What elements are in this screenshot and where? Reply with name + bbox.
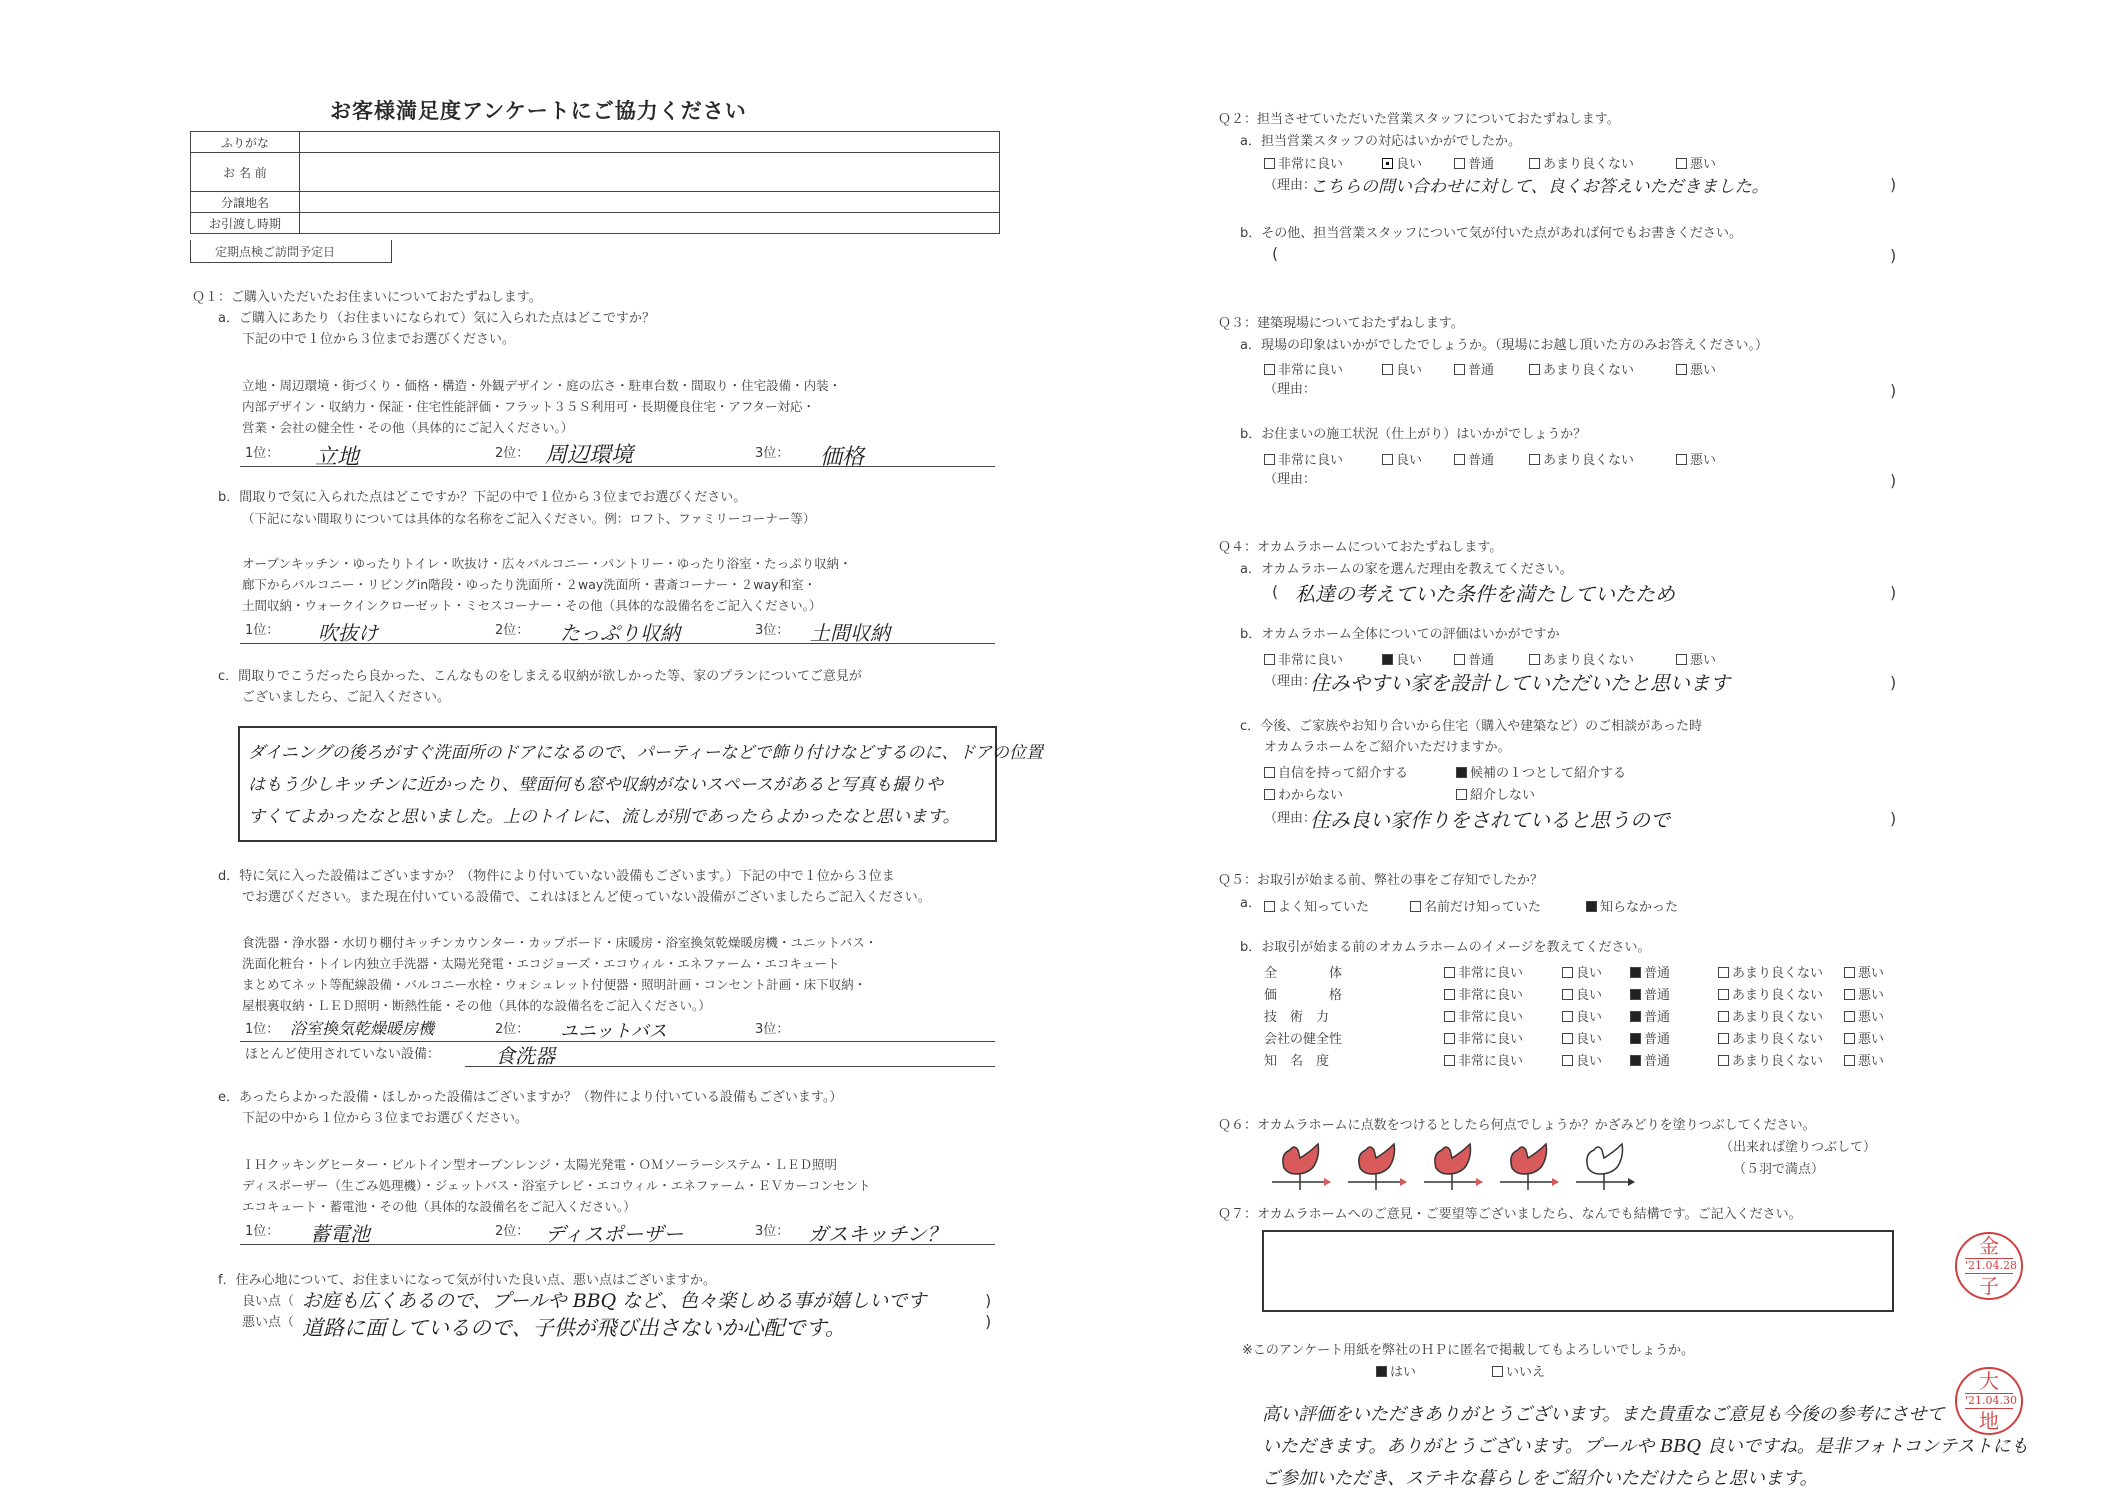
q7-heading: Ｑ７：オカムラホームへのご意見・ご要望等ございましたら、なんでも結構です。ご記入ください。 <box>1218 1207 1802 1222</box>
q2a-question: a．担当営業スタッフの対応はいかがでしたか。 <box>1240 134 1521 149</box>
q5-heading: Ｑ５：お取引が始まる前、弊社の事をご存知でしたか？ <box>1218 873 1544 888</box>
q1d-question-2: でお選びください。また現在付いている設備で、これはほとんど使っていない設備がございましたらご記入ください。 <box>242 890 931 905</box>
furigana-label: ふりがな <box>191 132 300 153</box>
q1a-rank1-answer[interactable]: 立地 <box>315 445 360 470</box>
q1d-rank1-answer[interactable]: 浴室換気乾燥暖房機 <box>290 1019 435 1038</box>
q5b-checkbox[interactable] <box>1718 1055 1729 1066</box>
q5b-option <box>1630 962 1670 981</box>
q5b-option <box>1562 984 1602 1003</box>
delivery-label: お引渡し時期 <box>191 213 300 234</box>
q6-weathercocks <box>1270 1138 1670 1192</box>
q5b-option-label: あまり良くない <box>1732 1010 1824 1025</box>
q5b-option <box>1630 1028 1670 1047</box>
q5b-checkbox[interactable] <box>1444 989 1455 1000</box>
q5b-checkbox[interactable] <box>1718 967 1729 978</box>
q5a-cb-1[interactable] <box>1410 901 1421 912</box>
q1f-question: f．住み心地について、お住まいになって気が付いた良い点、悪い点はございますか。 <box>218 1273 717 1288</box>
q1d-rank2-label: 2位： <box>495 1022 530 1037</box>
q1b-options-2: 廊下からバルコニー・リビングin階段・ゆったり洗面所・２way洗面所・書斎コーナー・２way和室・ <box>242 577 817 592</box>
q1a-options-2: 内部デザイン・収納力・保証・住宅性能評価・フラット３５Ｓ利用可・長期優良住宅・アフター対応・ <box>242 399 816 414</box>
q5b-option-label: 普通 <box>1644 988 1671 1003</box>
q3b-reason-close: ) <box>1890 471 1897 490</box>
q5b-checkbox[interactable] <box>1844 989 1855 1000</box>
q1a-rank2-answer[interactable]: 周辺環境 <box>545 443 634 468</box>
q5b-option-label: 悪い <box>1858 966 1885 981</box>
q5a-prefix: a． <box>1240 896 1261 911</box>
reply-line-1: 高い評価をいただきありがとうございます。また貴重なご意見も今後の参考にさせて <box>1262 1404 1945 1425</box>
q3a-reason-label: （理由： <box>1264 382 1317 397</box>
q1f-bad-close: ) <box>985 1312 992 1331</box>
q5b-checkbox[interactable] <box>1630 1033 1641 1044</box>
q4c-cb-1[interactable] <box>1456 767 1467 778</box>
q1d-unused-label: ほとんど使用されていない設備： <box>245 1047 441 1062</box>
q2a-cb-1[interactable] <box>1382 158 1393 169</box>
q5b-option <box>1562 962 1602 981</box>
stamp-1-bottom: 子 <box>1979 1274 1999 1298</box>
q5b-question: b．お取引が始まる前のオカムラホームのイメージを教えてください。 <box>1240 940 1651 955</box>
name-label: お 名 前 <box>191 153 300 192</box>
q5b-option <box>1718 1050 1823 1069</box>
q7-answer-box[interactable] <box>1262 1230 1894 1312</box>
q2b-open: ( <box>1272 244 1279 263</box>
q5b-option <box>1630 1006 1670 1025</box>
q1e-rank2-answer[interactable]: ディスポーザー <box>545 1222 684 1246</box>
q1d-unused-underline <box>465 1066 995 1067</box>
q5b-option-label: 悪い <box>1858 1054 1885 1069</box>
q2a-cb-3[interactable] <box>1529 158 1540 169</box>
q4b-reason-label: （理由： <box>1264 674 1317 689</box>
q5b-option-label: 普通 <box>1644 1054 1671 1069</box>
q4a-question: a．オカムラホームの家を選んだ理由を教えてください。 <box>1240 562 1573 577</box>
q5b-option-label: あまり良くない <box>1732 1032 1824 1047</box>
q5b-option-label: あまり良くない <box>1732 1054 1824 1069</box>
customer-header-table <box>190 131 1000 234</box>
q5b-checkbox[interactable] <box>1718 1011 1729 1022</box>
q1c-answer-line-2: はもう少しキッチンに近かったり、壁面何も窓や収納がないスペースがあると写真も撮りや <box>248 775 943 795</box>
q1d-rank1-label: 1位： <box>245 1022 280 1037</box>
q5b-option-label: 非常に良い <box>1458 1032 1524 1047</box>
q5b-option <box>1844 984 1884 1003</box>
q1d-options-3: まとめてネット等配線設備・バルコニー水栓・ウォシュレット付便器・照明計画・コンセント計画・床下収納・ <box>242 977 867 992</box>
q5b-checkbox[interactable] <box>1562 1055 1573 1066</box>
q6-note-1: （出来れば塗りつぶして） <box>1720 1140 1877 1155</box>
q5b-checkbox[interactable] <box>1630 1011 1641 1022</box>
q1e-underline <box>240 1244 995 1245</box>
q1b-rank3-answer[interactable]: 土間収納 <box>810 621 890 645</box>
q3a-cb-1[interactable] <box>1382 364 1393 375</box>
q5b-option-label: 良い <box>1576 1054 1603 1069</box>
stamp-1-date: '21.04.28 <box>1965 1259 2018 1272</box>
weathercock-icon[interactable] <box>1346 1138 1408 1192</box>
q2a-reason-close: ) <box>1890 175 1897 194</box>
q5b-checkbox[interactable] <box>1562 1011 1573 1022</box>
q3a-question: a．現場の印象はいかがでしたでしょうか。（現場にお越し頂いた方のみお答えください。） <box>1240 338 1768 353</box>
q5b-checkbox[interactable] <box>1630 989 1641 1000</box>
q1e-rank3-label: 3位： <box>755 1224 790 1239</box>
q3b-cb-0[interactable] <box>1264 454 1275 465</box>
q1e-options-3: エコキュート・蓄電池・その他（具体的な設備名をご記入ください。） <box>242 1199 636 1214</box>
q3b-reason-label: （理由： <box>1264 472 1317 487</box>
q5b-option <box>1562 1050 1602 1069</box>
q1c-answer-line-1: ダイニングの後ろがすぐ洗面所のドアになるので、パーティーなどで飾り付けなどするのに、ドアの位置 <box>248 743 1043 763</box>
q2a-reason-answer[interactable]: こちらの問い合わせに対して、良くお答えいただきました。 <box>1310 177 1769 197</box>
weathercock-icon[interactable] <box>1270 1138 1332 1192</box>
q1d-rank2-answer[interactable]: ユニットバス <box>560 1021 667 1042</box>
approval-stamp-daichi <box>1955 1367 2023 1435</box>
q2a-cb-0[interactable] <box>1264 158 1275 169</box>
q4c-cb-2[interactable] <box>1264 789 1275 800</box>
inspection-label: 定期点検ご訪問予定日 <box>215 245 336 259</box>
q1f-good-label: 良い点（ <box>242 1294 295 1309</box>
q1a-underline <box>240 466 995 467</box>
q3a-cb-0[interactable] <box>1264 364 1275 375</box>
q1e-options-2: ディスポーザー（生ごみ処理機）・ジェットバス・浴室テレビ・エコウィル・エネファーム・ＥＶカーコンセント <box>242 1178 871 1193</box>
q5b-checkbox[interactable] <box>1844 1011 1855 1022</box>
q5b-option-label: 良い <box>1576 1010 1603 1025</box>
q5b-option-label: 悪い <box>1858 1032 1885 1047</box>
weathercock-icon[interactable] <box>1498 1138 1560 1192</box>
approval-stamp-kaneko <box>1955 1232 2023 1300</box>
q1a-rank2-label: 2位： <box>495 446 530 461</box>
q1a-question: a．ご購入にあたり（お住まいになられて）気に入られた点はどこですか？ <box>218 311 655 326</box>
q5b-checkbox[interactable] <box>1444 1033 1455 1044</box>
q1c-question-1: c．間取りでこうだったら良かった、こんなものをしまえる収納が欲しかった等、家のプランについてご意見が <box>218 669 862 684</box>
q5b-checkbox[interactable] <box>1562 967 1573 978</box>
q4c-question-2: オカムラホームをご紹介いただけますか。 <box>1264 740 1511 755</box>
weathercock-icon[interactable] <box>1422 1138 1484 1192</box>
q1c-question-2: ございましたら、ご記入ください。 <box>242 690 451 705</box>
q5b-option-label: 良い <box>1576 1032 1603 1047</box>
q1e-options-1: ＩＨクッキングヒーター・ビルトイン型オーブンレンジ・太陽光発電・ＯＭソーラーシステム・ＬＥＤ照明 <box>242 1157 837 1172</box>
q5b-option <box>1444 1028 1523 1047</box>
q1f-bad-label: 悪い点（ <box>242 1315 295 1330</box>
stamp-2-top: 大 <box>1979 1369 1999 1393</box>
q5b-option <box>1718 984 1823 1003</box>
reply-line-2: いただきます。ありがとうございます。プールや BBQ 良いですね。是非フォトコンテストにも <box>1262 1436 2029 1457</box>
q4b-cb-2[interactable] <box>1454 654 1465 665</box>
q5b-option <box>1718 1006 1823 1025</box>
q5b-checkbox[interactable] <box>1444 967 1455 978</box>
q5b-option-label: 非常に良い <box>1458 988 1524 1003</box>
q5b-checkbox[interactable] <box>1844 1055 1855 1066</box>
q5b-row-label: 技 術 力 <box>1264 1010 1330 1025</box>
q1e-question: e．あったらよかった設備・ほしかった設備はございますか？（物件により付いている設備もございます。） <box>218 1090 843 1105</box>
consent-no-checkbox[interactable] <box>1492 1366 1503 1377</box>
q1b-underline <box>240 643 995 644</box>
q5b-checkbox[interactable] <box>1718 1033 1729 1044</box>
q4c-reason-close: ) <box>1890 809 1897 828</box>
q3a-cb-3[interactable] <box>1529 364 1540 375</box>
q4a-answer[interactable]: 私達の考えていた条件を満たしていたため <box>1295 582 1675 606</box>
consent-question: ※このアンケート用紙を弊社のＨＰに匿名で掲載してもよろしいでしょうか。 <box>1242 1343 1695 1358</box>
q1b-options-3: 土間収納・ウォークインクローゼット・ミセスコーナー・その他（具体的な設備名をご記入ください。） <box>242 598 822 613</box>
q5b-option-label: 普通 <box>1644 1010 1671 1025</box>
consent-yes-checkbox[interactable] <box>1376 1366 1387 1377</box>
q5b-checkbox[interactable] <box>1630 1055 1641 1066</box>
q5b-option <box>1718 1028 1823 1047</box>
q1b-instruction: （下記にない間取りについては具体的な名称をご記入ください。例：ロフト、ファミリーコーナー等） <box>242 511 816 526</box>
q5b-row-label: 価 格 <box>1264 988 1343 1003</box>
q2a-reason-label: （理由： <box>1264 178 1317 193</box>
q5b-checkbox[interactable] <box>1718 989 1729 1000</box>
q1f-good-close: ) <box>985 1291 992 1310</box>
q2a-cb-2[interactable] <box>1454 158 1465 169</box>
q5b-option-label: 悪い <box>1858 988 1885 1003</box>
reply-line-3: ご参加いただき、ステキな暮らしをご紹介いただけたらと思います。 <box>1262 1468 1818 1489</box>
q1d-options-4: 屋根裏収納・ＬＥＤ照明・断熱性能・その他（具体的な設備名をご記入ください。） <box>242 998 711 1013</box>
q5b-option <box>1718 962 1823 981</box>
q1d-unused-answer[interactable]: 食洗器 <box>495 1044 555 1068</box>
q1a-options-3: 営業・会社の健全性・その他（具体的にご記入ください。） <box>242 420 574 435</box>
q3a-cb-4[interactable] <box>1676 364 1687 375</box>
q4c-cb-0[interactable] <box>1264 767 1275 778</box>
q1b-rank1-answer[interactable]: 吹抜け <box>318 621 378 645</box>
q1b-options-1: オープンキッチン・ゆったりトイレ・吹抜け・広々バルコニー・パントリー・ゆったり浴室・たっぷり収納・ <box>242 556 852 571</box>
inspection-cell <box>190 240 392 263</box>
q3b-cb-4[interactable] <box>1676 454 1687 465</box>
q1d-underline <box>240 1041 995 1042</box>
q2-heading: Ｑ２：担当させていただいた営業スタッフについておたずねします。 <box>1218 112 1620 127</box>
q5b-option-label: あまり良くない <box>1732 966 1824 981</box>
lot-field[interactable] <box>300 192 1000 213</box>
q1e-instruction: 下記の中から１位から３位までお選びください。 <box>242 1111 529 1126</box>
q3a-cb-2[interactable] <box>1454 364 1465 375</box>
q1e-rank1-label: 1位： <box>245 1224 280 1239</box>
q5b-option <box>1844 1028 1884 1047</box>
q5b-option <box>1562 1028 1602 1047</box>
q4b-cb-3[interactable] <box>1529 654 1540 665</box>
q3b-cb-2[interactable] <box>1454 454 1465 465</box>
q1d-rank3-label: 3位： <box>755 1022 790 1037</box>
q3-heading: Ｑ３：建築現場についておたずねします。 <box>1218 316 1464 331</box>
q1d-options-2: 洗面化粧台・トイレ内独立手洗器・太陽光発電・エコジョーズ・エコウィル・エネファーム・エコキュート <box>242 956 840 971</box>
q5b-checkbox[interactable] <box>1562 989 1573 1000</box>
q1b-rank2-label: 2位： <box>495 623 530 638</box>
q2a-cb-4[interactable] <box>1676 158 1687 169</box>
q1f-bad-answer[interactable]: 道路に面しているので、子供が飛び出さないか心配です。 <box>302 1316 846 1340</box>
q5b-option <box>1630 984 1670 1003</box>
q1e-rank3-answer[interactable]: ガスキッチン？ <box>808 1222 947 1246</box>
q5b-option-label: 非常に良い <box>1458 966 1524 981</box>
q4b-reason-answer[interactable]: 住みやすい家を設計していただいたと思います <box>1310 671 1730 695</box>
q3b-cb-1[interactable] <box>1382 454 1393 465</box>
q5b-option-label: 良い <box>1576 988 1603 1003</box>
q1a-instruction: 下記の中で１位から３位までお選びください。 <box>242 332 516 347</box>
delivery-field[interactable] <box>300 213 1000 234</box>
q4a-open: ( <box>1272 582 1279 601</box>
q3b-question: b．お住まいの施工状況（仕上がり）はいかがでしょうか？ <box>1240 427 1587 442</box>
lot-label: 分譲地名 <box>191 192 300 213</box>
q1d-question-1: d．特に気に入った設備はございますか？（物件により付いていない設備もございます。）下記の中で１位から３位ま <box>218 869 895 884</box>
q5b-option-label: 非常に良い <box>1458 1054 1524 1069</box>
q1-heading: Ｑ１：ご購入いただいたお住まいについておたずねします。 <box>192 290 542 305</box>
q5b-option-label: 普通 <box>1644 966 1671 981</box>
q5b-option <box>1444 1006 1523 1025</box>
q5b-option <box>1444 962 1523 981</box>
q5b-option <box>1444 984 1523 1003</box>
q3b-cb-3[interactable] <box>1529 454 1540 465</box>
q5b-row-label: 会社の健全性 <box>1264 1032 1343 1047</box>
q4c-reason-answer[interactable]: 住み良い家作りをされていると思うので <box>1310 808 1670 832</box>
q5b-row-label: 知 名 度 <box>1264 1054 1330 1069</box>
q4b-reason-close: ) <box>1890 673 1897 692</box>
weathercock-icon[interactable] <box>1574 1138 1636 1192</box>
stamp-1-top: 金 <box>1979 1234 1999 1258</box>
q1b-rank1-label: 1位： <box>245 623 280 638</box>
q1f-good-answer[interactable]: お庭も広くあるので、プールや BBQ など、色々楽しめる事が嬉しいです <box>302 1290 927 1312</box>
name-field[interactable] <box>300 153 1000 192</box>
q5b-option <box>1844 1006 1884 1025</box>
q1a-options-1: 立地・周辺環境・街づくり・価格・構造・外観デザイン・庭の広さ・駐車台数・間取り・住宅設備・内装・ <box>242 378 842 393</box>
q5b-option-label: 非常に良い <box>1458 1010 1524 1025</box>
q5b-checkbox[interactable] <box>1844 1033 1855 1044</box>
q5b-row-label: 全 体 <box>1264 966 1343 981</box>
q5b-checkbox[interactable] <box>1562 1033 1573 1044</box>
q5b-checkbox[interactable] <box>1630 967 1641 978</box>
q1e-rank1-answer[interactable]: 蓄電池 <box>310 1222 370 1246</box>
q1a-rank3-answer[interactable]: 価格 <box>820 445 865 470</box>
q5b-option-label: 悪い <box>1858 1010 1885 1025</box>
q5a-cb-0[interactable] <box>1264 901 1275 912</box>
q1d-options-1: 食洗器・浄水器・水切り棚付キッチンカウンター・カップボード・床暖房・浴室換気乾燥暖房機・ユニットバス・ <box>242 935 878 950</box>
stamp-2-date: '21.04.30 <box>1965 1394 2018 1407</box>
q3a-reason-close: ) <box>1890 381 1897 400</box>
q4c-question-1: c．今後、ご家族やお知り合いから住宅（購入や建築など）のご相談があった時 <box>1240 719 1703 734</box>
q4c-reason-label: （理由： <box>1264 811 1317 826</box>
survey-title: お客様満足度アンケートにご協力ください <box>330 99 747 123</box>
q4a-close: ) <box>1890 583 1897 602</box>
q5b-option <box>1444 1050 1523 1069</box>
q5b-option-label: あまり良くない <box>1732 988 1824 1003</box>
q1b-question: b．間取りで気に入られた点はどこですか？下記の中で１位から３位までお選びください。 <box>218 490 747 505</box>
consent-yes: はい <box>1376 1365 1416 1381</box>
furigana-field[interactable] <box>300 132 1000 153</box>
q5a-cb-2[interactable] <box>1586 901 1597 912</box>
q1a-rank1-label: 1位： <box>245 446 280 461</box>
q5b-option <box>1844 1050 1884 1069</box>
q2b-question: b．その他、担当営業スタッフについて気が付いた点があれば何でもお書きください。 <box>1240 226 1742 241</box>
q5b-option <box>1844 962 1884 981</box>
q5b-option <box>1562 1006 1602 1025</box>
q4b-cb-1[interactable] <box>1382 654 1393 665</box>
q4b-cb-0[interactable] <box>1264 654 1275 665</box>
q5b-matrix <box>1264 962 1904 1072</box>
q1c-answer-line-3: すくてよかったなと思いました。上のトイレに、流しが別であったらよかったなと思います。 <box>248 807 960 827</box>
q4-heading: Ｑ４：オカムラホームについておたずねします。 <box>1218 540 1503 555</box>
q5b-option-label: 普通 <box>1644 1032 1671 1047</box>
q4b-question: b．オカムラホーム全体についての評価はいかがですか <box>1240 627 1560 642</box>
q6-heading: Ｑ６：オカムラホームに点数をつけるとしたら何点でしょうか？かざみどりを塗りつぶしてください。 <box>1218 1118 1816 1133</box>
q1b-rank2-answer[interactable]: たっぷり収納 <box>560 621 680 645</box>
q4c-cb-3[interactable] <box>1456 789 1467 800</box>
consent-no: いいえ <box>1492 1365 1545 1381</box>
q1e-rank2-label: 2位： <box>495 1224 530 1239</box>
q5b-option <box>1630 1050 1670 1069</box>
q5b-checkbox[interactable] <box>1844 967 1855 978</box>
stamp-2-bottom: 地 <box>1979 1409 1999 1433</box>
q5b-checkbox[interactable] <box>1444 1011 1455 1022</box>
q4b-cb-4[interactable] <box>1676 654 1687 665</box>
q1a-rank3-label: 3位： <box>755 446 790 461</box>
q5b-checkbox[interactable] <box>1444 1055 1455 1066</box>
q2b-close: ) <box>1890 246 1897 265</box>
q6-note-2: （５羽で満点） <box>1733 1162 1825 1177</box>
q1b-rank3-label: 3位： <box>755 623 790 638</box>
q5b-option-label: 良い <box>1576 966 1603 981</box>
